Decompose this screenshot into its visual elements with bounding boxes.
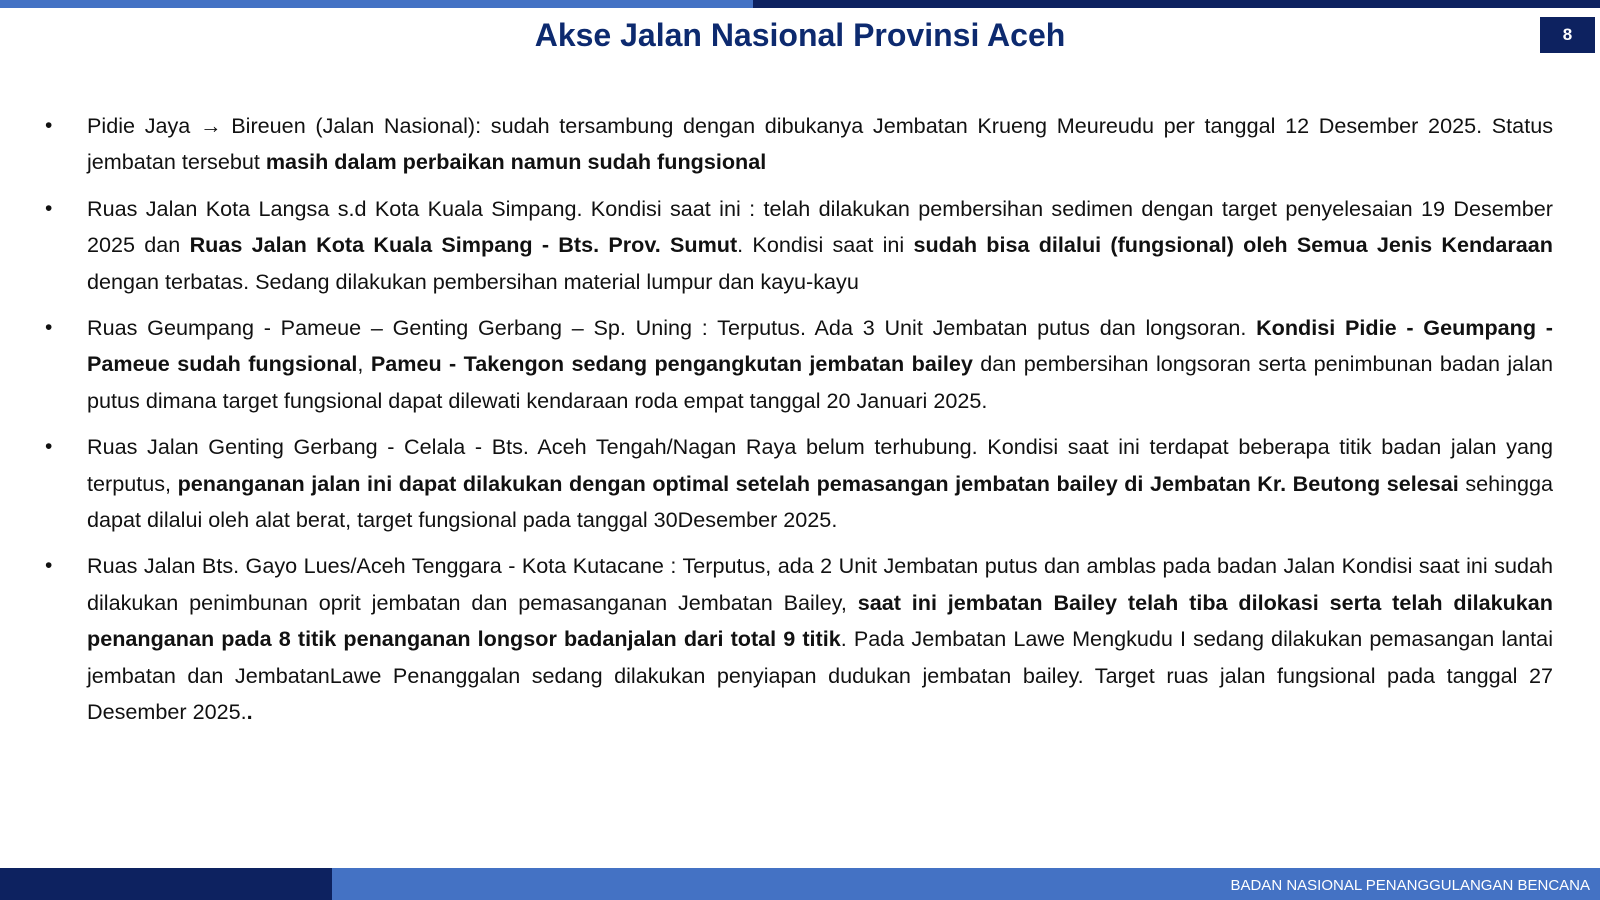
bullet-bold-segment: masih dalam perbaikan namun sudah fungsional xyxy=(265,149,767,175)
bullet-bold-segment: saat ini jembatan Bailey telah tiba dilokasi serta telah dilakukan penanganan pada 8 titik penanganan longsor badanjalan dari total 9 titik xyxy=(87,589,1553,652)
bullet-item xyxy=(45,310,1553,419)
bullet-item xyxy=(45,108,1553,181)
footer-organization-name: BADAN NASIONAL PENANGGULANGAN BENCANA xyxy=(1230,877,1590,894)
bullet-text-segment: dengan terbatas. Sedang dilakukan pembersihan material lumpur dan kayu-kayu xyxy=(87,268,859,294)
footer-bar-left xyxy=(0,868,332,900)
bullet-dot-icon: • xyxy=(45,114,53,137)
bullet-list xyxy=(45,108,1553,741)
header-accent-bar-left xyxy=(0,0,753,8)
bullet-item xyxy=(45,191,1553,300)
bullet-dot-icon: • xyxy=(45,554,53,578)
bullet-text xyxy=(87,108,1553,181)
bullet-text-segment: Ruas Jalan Genting Gerbang - Celala - Bts. Aceh Tengah/Nagan Raya belum terhubung. Kondisi saat ini terdapat beberapa titik badan jalan yang terputus, xyxy=(87,434,1553,496)
bullet-bold-segment: sudah bisa dilalui (fungsional) oleh Semua Jenis Kendaraan xyxy=(913,232,1553,258)
bullet-text xyxy=(87,310,1553,419)
bullet-bold-segment: . xyxy=(246,699,253,725)
bullet-text-segment: , xyxy=(357,351,371,377)
page-number-badge: 8 xyxy=(1540,17,1595,53)
bullet-text-segment: Ruas Jalan Kota Langsa s.d Kota Kuala Simpang. Kondisi saat ini : telah dilakukan pembersihan sedimen dengan target penyelesaian 19 Desember 2025 dan xyxy=(87,195,1553,258)
bullet-dot-icon: • xyxy=(45,196,53,220)
bullet-text-segment: Ruas Geumpang - Pameue – Genting Gerbang – Sp. Uning : Terputus. Ada 3 Unit Jembatan putus dan longsoran. xyxy=(87,315,1257,341)
bullet-text xyxy=(87,548,1553,730)
slide-title: Akse Jalan Nasional Provinsi Aceh xyxy=(534,17,1066,53)
bullet-text-segment: . Pada Jembatan Lawe Mengkudu I sedang dilakukan pemasangan lantai jembatan dan JembatanLawe Penanggalan sedang dilakukan penyiapan dudukan jembatan bailey. Target ruas jalan fungsional pada tanggal 27 Desember 2025. xyxy=(87,626,1553,725)
bullet-bold-segment: penanganan jalan ini dapat dilakukan dengan optimal setelah pemasangan jembatan bailey di Jembatan Kr. Beutong selesai xyxy=(177,470,1459,496)
bullet-dot-icon: • xyxy=(45,316,53,340)
bullet-bold-segment: Pameu - Takengon sedang pengangkutan jembatan bailey xyxy=(370,351,973,377)
bullet-text-segment: sehingga dapat dilalui oleh alat berat, target fungsional pada tanggal 30Desember 2025. xyxy=(87,470,1553,533)
bullet-bold-segment: Ruas Jalan Kota Kuala Simpang - Bts. Prov. Sumut xyxy=(189,232,738,258)
bullet-text-segment: Ruas Jalan Bts. Gayo Lues/Aceh Tenggara - Kota Kutacane : Terputus, ada 2 Unit Jembatan putus dan amblas pada badan Jalan Kondisi saat ini sudah dilakukan penimbunan oprit jembatan dan pemasanganan Jembatan Bailey, xyxy=(87,553,1553,615)
bullet-text-segment: . Kondisi saat ini xyxy=(737,232,914,258)
bullet-item xyxy=(45,548,1553,730)
bullet-text xyxy=(87,191,1553,300)
bullet-item xyxy=(45,429,1553,538)
bullet-dot-icon: • xyxy=(45,435,53,459)
header-accent-bar-right xyxy=(753,0,1600,8)
bullet-text-segment: dan pembersihan longsoran serta penimbunan badan jalan putus dimana target fungsional dapat dilewati kendaraan roda empat tanggal 20 Januari 2025. xyxy=(87,351,1554,413)
bullet-text xyxy=(87,429,1553,538)
bullet-text-segment: Pidie Jaya → Bireuen (Jalan Nasional): sudah tersambung dengan dibukanya Jembatan Krueng Meureudu per tanggal 12 Desember 2025. Status jembatan tersebut xyxy=(87,113,1553,175)
bullet-bold-segment: Kondisi Pidie - Geumpang - Pameue sudah fungsional xyxy=(87,315,1553,377)
